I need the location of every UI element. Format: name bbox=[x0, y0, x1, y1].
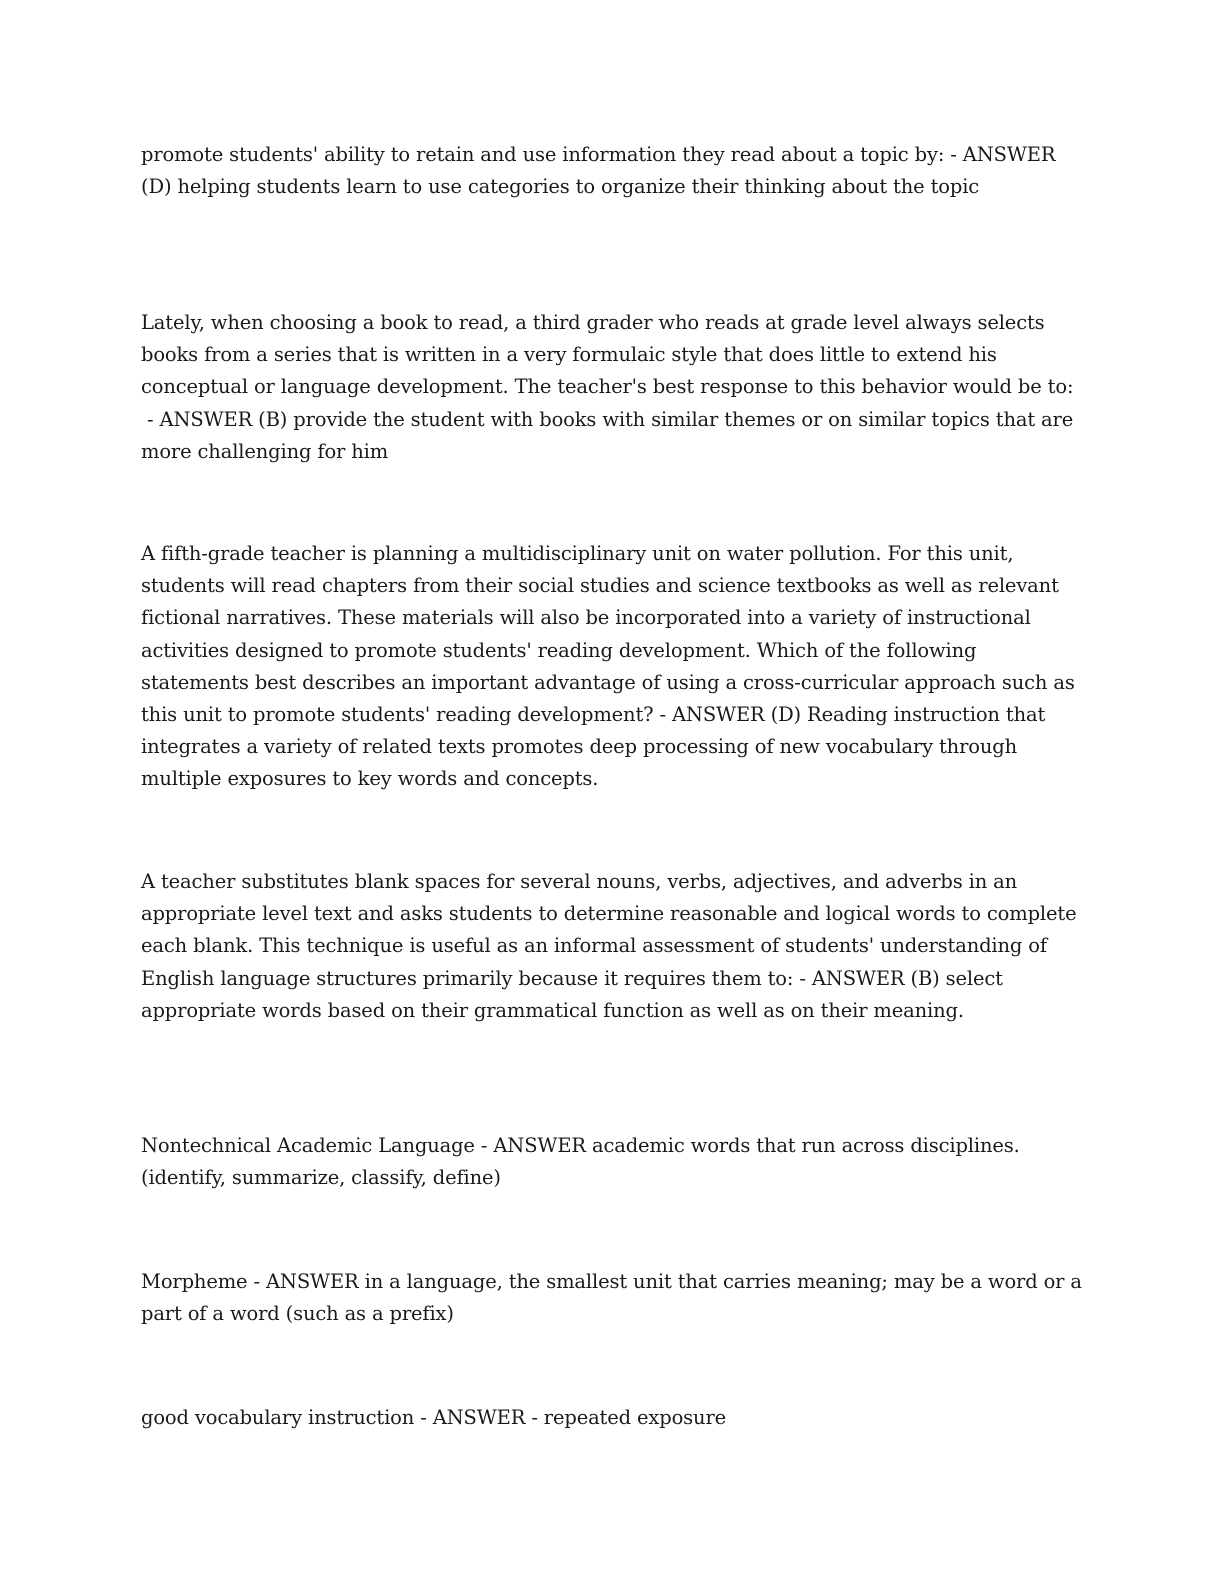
separator: - bbox=[474, 1134, 494, 1157]
term-text: Morpheme bbox=[141, 1270, 248, 1293]
separator: - bbox=[414, 1406, 433, 1429]
answer-text: ANSWER (B) provide the student with books with similar themes or on similar topics that are more challenging for him bbox=[141, 407, 1074, 463]
qa-entry-7 bbox=[141, 1402, 1086, 1434]
answer-text: ANSWER (D) Reading instruction that integrates a variety of related texts promotes deep processing of new vocabulary through multiple exposures to key words and concepts. bbox=[141, 703, 1046, 791]
answer-text: ANSWER (B) select appropriate words based on their grammatical function as well as on their meaning. bbox=[141, 966, 1003, 1022]
term-text: Nontechnical Academic Language bbox=[141, 1134, 475, 1157]
separator: - bbox=[247, 1270, 266, 1293]
separator: - bbox=[141, 407, 160, 431]
question-text: promote students' ability to retain and use information they read about a topic by: bbox=[141, 143, 945, 166]
answer-text: ANSWER (D) helping students learn to use categories to organize their thinking about the topic bbox=[141, 143, 1056, 199]
separator: - bbox=[653, 703, 672, 727]
answer-text: ANSWER academic words that run across disciplines. (identify, summarize, classify, define) bbox=[141, 1134, 1020, 1190]
separator: - bbox=[793, 966, 812, 990]
answer-text: ANSWER - repeated exposure bbox=[432, 1406, 727, 1429]
question-text: A teacher substitutes blank spaces for several nouns, verbs, adjectives, and adverbs in an appropriate level text and asks students to determine reasonable and logical words to complete each blank. This technique is useful as an informal assessment of students' understanding of English language structures primarily because it requires them to: bbox=[141, 870, 1077, 990]
qa-entry-3 bbox=[141, 538, 1086, 796]
qa-entry-5 bbox=[141, 1130, 1086, 1194]
qa-entry-6 bbox=[141, 1266, 1086, 1330]
question-text: A fifth-grade teacher is planning a multidisciplinary unit on water pollution. For this unit, students will read chapters from their social studies and science textbooks as well as relevant fictional narratives. These materials will also be incorporated into a variety of instructional activities designed to promote students' reading development. Which of the following statements best describes an important advantage of using a cross-curricular approach such as this unit to promote students' reading development? bbox=[141, 542, 1075, 727]
separator: - bbox=[944, 143, 963, 166]
question-text: Lately, when choosing a book to read, a third grader who reads at grade level always selects books from a series that is written in a very formulaic style that does little to extend his conceptual or language development. The teacher's best response to this behavior would be to: bbox=[141, 311, 1074, 399]
qa-entry-4 bbox=[141, 866, 1086, 1027]
qa-entry-1 bbox=[141, 139, 1086, 203]
answer-text: ANSWER in a language, the smallest unit that carries meaning; may be a word or a part of a word (such as a prefix) bbox=[141, 1270, 1082, 1326]
qa-entry-2 bbox=[141, 307, 1086, 468]
term-text: good vocabulary instruction bbox=[141, 1406, 415, 1429]
